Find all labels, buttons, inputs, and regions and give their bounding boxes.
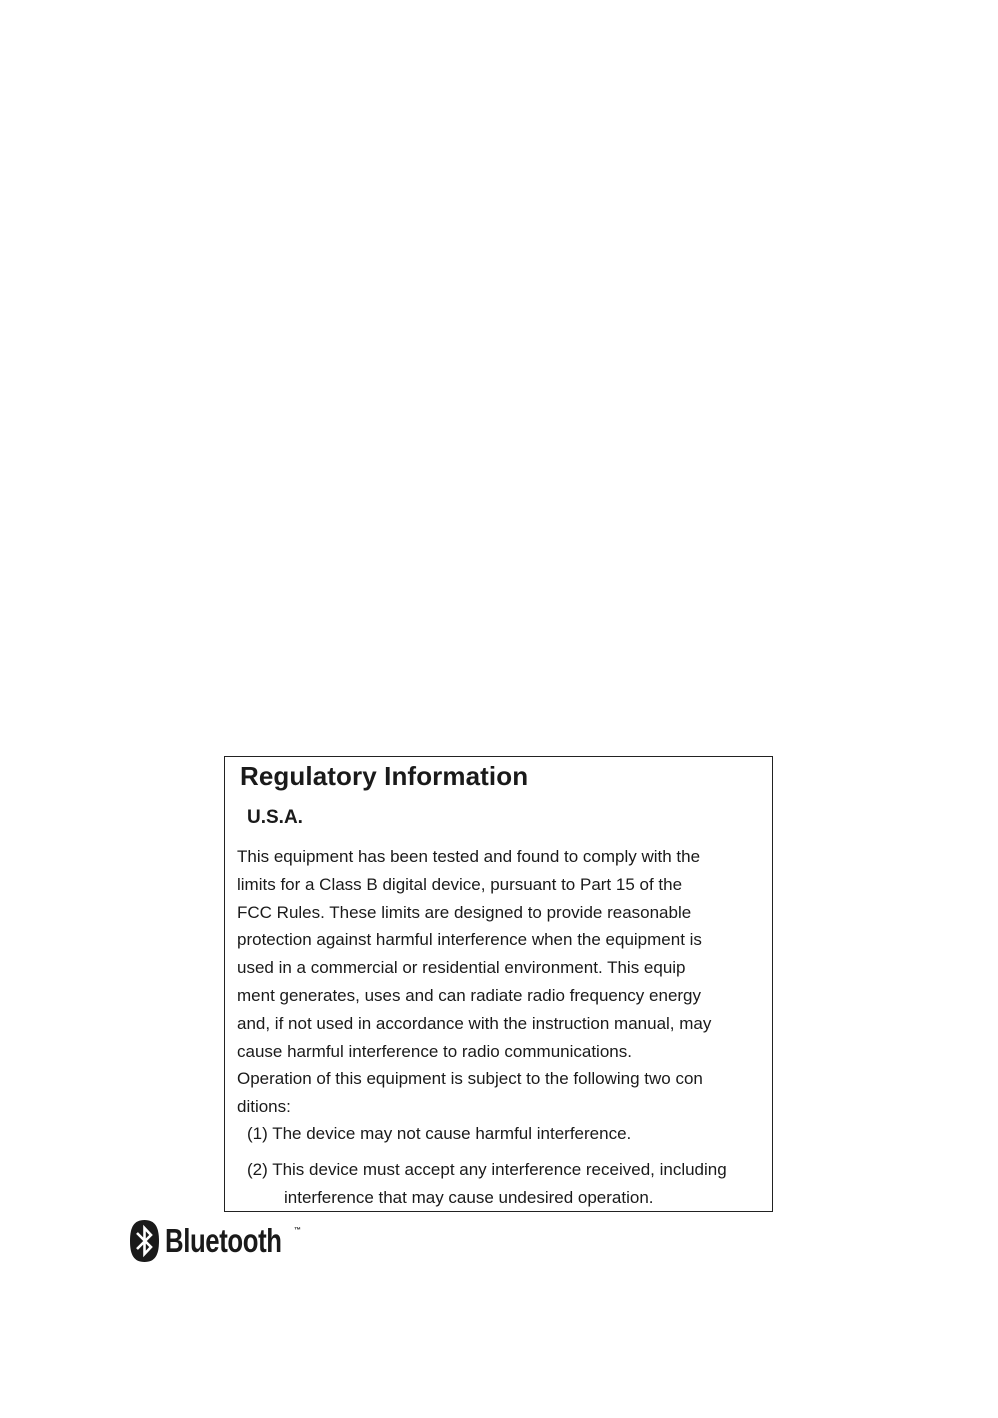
region-heading: U.S.A. <box>247 807 303 828</box>
body-line: and, if not used in accordance with the instruction manual, may <box>237 1013 712 1033</box>
trademark-symbol: ™ <box>294 1227 301 1234</box>
body-line: ment generates, uses and can radiate radio frequency energy <box>237 985 702 1005</box>
bluetooth-logo <box>129 1218 314 1264</box>
body-line: ditions: <box>237 1097 291 1117</box>
condition-1: (1) The device may not cause harmful interference. <box>247 1124 632 1143</box>
condition-2-continuation: interference that may cause undesired operation. <box>284 1188 654 1207</box>
regulatory-info-box <box>224 756 773 1212</box>
bluetooth-icon <box>129 1219 160 1263</box>
condition-2: (2) This device must accept any interference received, including <box>247 1160 727 1179</box>
body-line: This equipment has been tested and found to comply with the <box>237 847 701 866</box>
bluetooth-wordmark: Bluetooth <box>165 1222 282 1259</box>
body-line: limits for a Class B digital device, pursuant to Part 15 of the <box>237 874 683 894</box>
regulatory-body <box>237 843 767 1121</box>
body-line: protection against harmful interference when the equipment is <box>237 930 702 950</box>
body-line: Operation of this equipment is subject to the following two con <box>237 1069 703 1089</box>
body-line: used in a commercial or residential environment. This equip <box>237 958 686 978</box>
regulatory-title: Regulatory Information <box>240 761 529 791</box>
body-line: FCC Rules. These limits are designed to provide reasonable <box>237 902 692 922</box>
body-line: cause harmful interference to radio communications. <box>237 1041 632 1061</box>
